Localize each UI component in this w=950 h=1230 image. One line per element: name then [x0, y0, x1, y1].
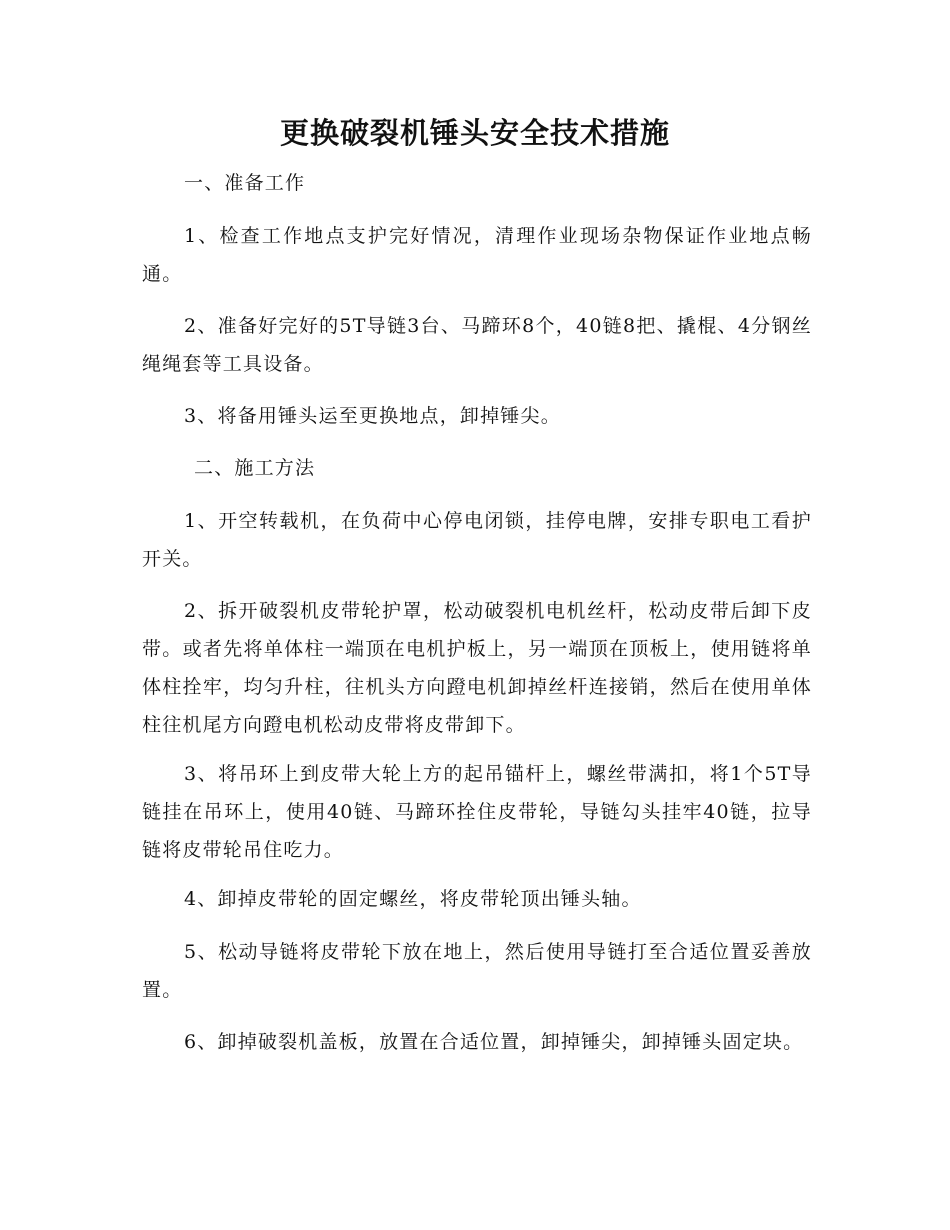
section-heading-method: 二、施工方法 — [194, 457, 316, 479]
paragraph-method-5: 5、松动导链将皮带轮下放在地上，然后使用导链打至合适位置妥善放置。 — [142, 941, 812, 1001]
section-heading-preparation: 一、准备工作 — [184, 172, 306, 194]
paragraph-prep-2: 2、准备好完好的5T导链3台、马蹄环8个，40链8把、撬棍、4分钢丝绳绳套等工具设备。 — [142, 315, 812, 375]
paragraph-prep-1: 1、检查工作地点支护完好情况，清理作业现场杂物保证作业地点畅通。 — [142, 225, 812, 285]
paragraph-prep-3: 3、将备用锤头运至更换地点，卸掉锤尖。 — [184, 405, 561, 427]
document-title: 更换破裂机锤头安全技术措施 — [279, 116, 670, 150]
paragraph-method-1: 1、开空转载机，在负荷中心停电闭锁，挂停电牌，安排专职电工看护开关。 — [142, 510, 812, 570]
paragraph-method-3: 3、将吊环上到皮带大轮上方的起吊锚杆上，螺丝带满扣，将1个5T导链挂在吊环上，使用40链、马蹄环拴住皮带轮，导链勾头挂牢40链，拉导链将皮带轮吊住吃力。 — [142, 763, 812, 861]
paragraph-method-4: 4、卸掉皮带轮的固定螺丝，将皮带轮顶出锤头轴。 — [184, 888, 642, 910]
paragraph-method-2: 2、拆开破裂机皮带轮护罩，松动破裂机电机丝杆，松动皮带后卸下皮带。或者先将单体柱一端顶在电机护板上，另一端顶在顶板上，使用链将单体柱拴牢，均匀升柱，往机头方向蹬电机卸掉丝杆连接销，然后在使用单体柱往机尾方向蹬电机松动皮带将皮带卸下。 — [142, 600, 812, 736]
paragraph-method-6: 6、卸掉破裂机盖板，放置在合适位置，卸掉锤尖，卸掉锤头固定块。 — [184, 1031, 804, 1053]
